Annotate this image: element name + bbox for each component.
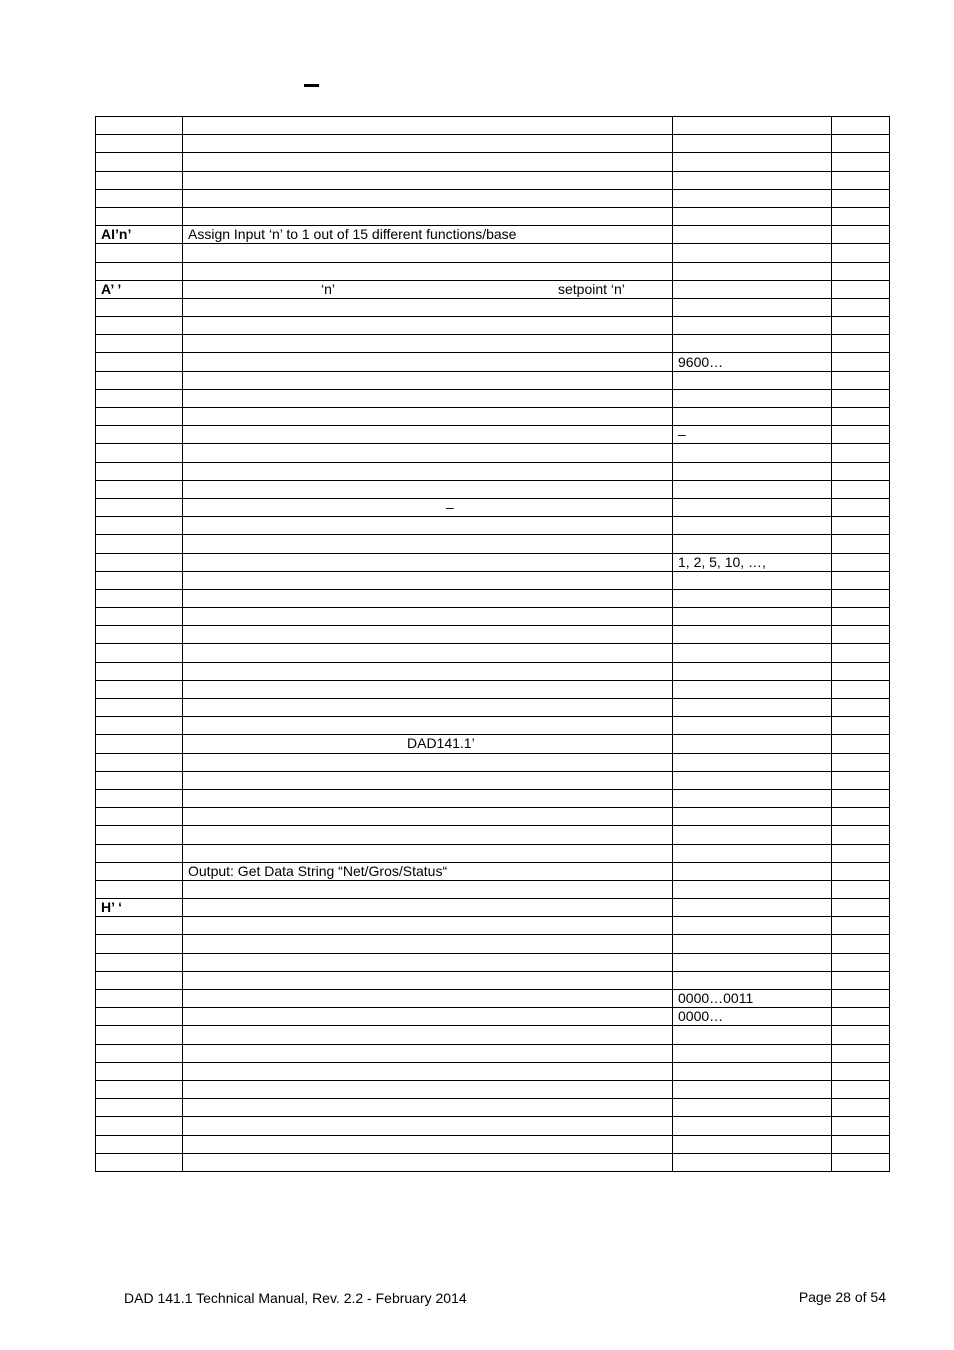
cell-description (183, 426, 673, 444)
cell-range (673, 953, 832, 971)
cell-description (183, 626, 673, 644)
cell-range (673, 644, 832, 662)
table-row (96, 735, 890, 753)
table-row (96, 862, 890, 880)
table-row (96, 135, 890, 153)
cell-description (183, 171, 673, 189)
cell-range (673, 371, 832, 389)
cell-command (96, 717, 183, 735)
cell-description (183, 498, 673, 516)
table-row (96, 371, 890, 389)
cell-range (673, 826, 832, 844)
cell-extra (832, 262, 890, 280)
cell-command (96, 571, 183, 589)
cell-description (183, 389, 673, 407)
cell-range (673, 971, 832, 989)
table-row (96, 244, 890, 262)
cell-command (96, 735, 183, 753)
table-row (96, 517, 890, 535)
cell-extra (832, 880, 890, 898)
table-row (96, 844, 890, 862)
table-row (96, 917, 890, 935)
cell-description (183, 1044, 673, 1062)
cell-range (673, 244, 832, 262)
cell-description (183, 699, 673, 717)
cell-command (96, 298, 183, 316)
cell-range (673, 1080, 832, 1098)
cell-extra (832, 753, 890, 771)
cell-range (673, 680, 832, 698)
cell-extra (832, 480, 890, 498)
cell-extra (832, 1080, 890, 1098)
cell-range (673, 880, 832, 898)
cell-command (96, 626, 183, 644)
cell-description (183, 917, 673, 935)
table-row (96, 171, 890, 189)
cell-command (96, 862, 183, 880)
cell-extra (832, 808, 890, 826)
cell-extra (832, 862, 890, 880)
cell-description (183, 680, 673, 698)
cell-range (673, 1099, 832, 1117)
cell-range (673, 517, 832, 535)
cell-command (96, 880, 183, 898)
cell-description (183, 244, 673, 262)
description-fragment: ‘n’ (321, 280, 336, 297)
table-row (96, 608, 890, 626)
cell-description (183, 480, 673, 498)
table-row (96, 971, 890, 989)
cell-description (183, 844, 673, 862)
cell-range (673, 135, 832, 153)
cell-description (183, 1080, 673, 1098)
cell-command: H’ ‘ (96, 899, 183, 917)
cell-range (673, 699, 832, 717)
table-row (96, 317, 890, 335)
cell-range: – (673, 426, 832, 444)
cell-range (673, 335, 832, 353)
cell-extra (832, 1153, 890, 1171)
cell-extra (832, 1062, 890, 1080)
cell-range (673, 844, 832, 862)
cell-extra (832, 171, 890, 189)
cell-command (96, 644, 183, 662)
cell-extra (832, 589, 890, 607)
cell-range (673, 1117, 832, 1135)
cell-extra (832, 335, 890, 353)
cell-description (183, 644, 673, 662)
table-row (96, 699, 890, 717)
cell-range (673, 662, 832, 680)
cell-extra (832, 1117, 890, 1135)
cell-range (673, 207, 832, 225)
cell-command: A’ ’ (96, 280, 183, 298)
cell-description (183, 608, 673, 626)
cell-command (96, 844, 183, 862)
cell-description (183, 135, 673, 153)
cell-range (673, 298, 832, 316)
cell-command (96, 262, 183, 280)
table-row (96, 899, 890, 917)
cell-range (673, 771, 832, 789)
table-row (96, 444, 890, 462)
cell-description (183, 1008, 673, 1026)
table-row (96, 1044, 890, 1062)
cell-range (673, 1135, 832, 1153)
cell-description (183, 353, 673, 371)
cell-command (96, 808, 183, 826)
cell-command (96, 771, 183, 789)
cell-extra (832, 608, 890, 626)
cell-command (96, 1153, 183, 1171)
cell-command (96, 244, 183, 262)
cell-description (183, 408, 673, 426)
table-row (96, 626, 890, 644)
table-row (96, 498, 890, 516)
cell-description (183, 117, 673, 135)
table-row (96, 226, 890, 244)
cell-extra (832, 917, 890, 935)
cell-extra (832, 699, 890, 717)
cell-range (673, 317, 832, 335)
cell-description (183, 990, 673, 1008)
cell-description (183, 262, 673, 280)
cell-command (96, 371, 183, 389)
cell-range (673, 408, 832, 426)
cell-description (183, 953, 673, 971)
table-row (96, 1080, 890, 1098)
cell-extra (832, 153, 890, 171)
cell-description (183, 899, 673, 917)
cell-range (673, 717, 832, 735)
cell-command (96, 335, 183, 353)
cell-command (96, 1044, 183, 1062)
cell-extra (832, 298, 890, 316)
cell-range (673, 226, 832, 244)
table-row (96, 880, 890, 898)
cell-range (673, 789, 832, 807)
cell-command (96, 990, 183, 1008)
cell-extra (832, 371, 890, 389)
cell-description (183, 826, 673, 844)
cell-range: 0000… (673, 1008, 832, 1026)
cell-command (96, 462, 183, 480)
cell-range: 0000…0011 (673, 990, 832, 1008)
cell-command (96, 135, 183, 153)
cell-command (96, 553, 183, 571)
cell-extra (832, 626, 890, 644)
cell-extra (832, 426, 890, 444)
cell-extra (832, 735, 890, 753)
cell-range (673, 808, 832, 826)
cell-range (673, 917, 832, 935)
table-row (96, 1117, 890, 1135)
table-row (96, 207, 890, 225)
cell-command (96, 1099, 183, 1117)
cell-extra (832, 408, 890, 426)
cell-extra (832, 1099, 890, 1117)
table-row (96, 426, 890, 444)
table-row (96, 262, 890, 280)
cell-range: 9600… (673, 353, 832, 371)
table-row (96, 680, 890, 698)
cell-range (673, 498, 832, 516)
cell-command (96, 917, 183, 935)
command-table-body (96, 117, 890, 1172)
cell-command (96, 589, 183, 607)
footer-document-title: DAD 141.1 Technical Manual, Rev. 2.2 - February 2014 (124, 1290, 467, 1306)
cell-command (96, 1008, 183, 1026)
cell-command (96, 789, 183, 807)
command-table (95, 116, 890, 1172)
cell-description (183, 153, 673, 171)
cell-extra (832, 644, 890, 662)
cell-command (96, 1062, 183, 1080)
cell-command (96, 498, 183, 516)
cell-range (673, 589, 832, 607)
cell-description (183, 280, 673, 298)
cell-description (183, 662, 673, 680)
table-row (96, 1099, 890, 1117)
cell-extra (832, 1044, 890, 1062)
cell-command (96, 389, 183, 407)
cell-description (183, 1026, 673, 1044)
cell-range (673, 480, 832, 498)
table-row (96, 335, 890, 353)
table-row (96, 462, 890, 480)
cell-description (183, 535, 673, 553)
cell-description (183, 808, 673, 826)
cell-extra (832, 135, 890, 153)
table-row (96, 280, 890, 298)
table-row (96, 753, 890, 771)
cell-range (673, 153, 832, 171)
cell-description (183, 317, 673, 335)
cell-range (673, 462, 832, 480)
cell-description (183, 1117, 673, 1135)
cell-extra (832, 662, 890, 680)
cell-command (96, 207, 183, 225)
cell-extra (832, 971, 890, 989)
cell-range (673, 608, 832, 626)
cell-range (673, 189, 832, 207)
table-row (96, 717, 890, 735)
table-row (96, 189, 890, 207)
cell-extra (832, 935, 890, 953)
table-row (96, 1135, 890, 1153)
cell-description (183, 335, 673, 353)
table-row (96, 408, 890, 426)
cell-range (673, 117, 832, 135)
cell-command (96, 153, 183, 171)
cell-extra (832, 826, 890, 844)
cell-extra (832, 571, 890, 589)
cell-description (183, 571, 673, 589)
cell-extra (832, 353, 890, 371)
table-row (96, 789, 890, 807)
cell-command (96, 608, 183, 626)
cell-range (673, 389, 832, 407)
cell-description (183, 553, 673, 571)
cell-command (96, 408, 183, 426)
cell-description: Output: Get Data String “Net/Gros/Status“ (183, 862, 673, 880)
cell-description (183, 517, 673, 535)
cell-description (183, 1099, 673, 1117)
cell-extra (832, 990, 890, 1008)
cell-extra (832, 680, 890, 698)
cell-range (673, 535, 832, 553)
description-fragment: – (446, 498, 454, 515)
cell-description (183, 189, 673, 207)
cell-range (673, 899, 832, 917)
cell-range (673, 862, 832, 880)
cell-description (183, 1062, 673, 1080)
table-row (96, 808, 890, 826)
table-row (96, 153, 890, 171)
table-row (96, 389, 890, 407)
table-row (96, 826, 890, 844)
cell-range (673, 626, 832, 644)
cell-command (96, 699, 183, 717)
cell-description (183, 298, 673, 316)
cell-range (673, 1153, 832, 1171)
table-row (96, 553, 890, 571)
description-fragment: setpoint ‘n’ (558, 280, 625, 297)
cell-command (96, 1117, 183, 1135)
cell-description (183, 971, 673, 989)
cell-range (673, 171, 832, 189)
cell-range (673, 1044, 832, 1062)
cell-description (183, 207, 673, 225)
cell-range (673, 735, 832, 753)
table-row (96, 662, 890, 680)
cell-command (96, 680, 183, 698)
cell-command (96, 353, 183, 371)
cell-extra (832, 244, 890, 262)
cell-range (673, 444, 832, 462)
cell-description (183, 589, 673, 607)
description-fragment: DAD141.1’ (407, 735, 475, 752)
cell-extra (832, 226, 890, 244)
table-row (96, 117, 890, 135)
cell-description (183, 717, 673, 735)
cell-extra (832, 517, 890, 535)
cell-description (183, 880, 673, 898)
cell-extra (832, 771, 890, 789)
cell-command (96, 317, 183, 335)
cell-extra (832, 189, 890, 207)
cell-range (673, 262, 832, 280)
cell-command (96, 971, 183, 989)
table-row (96, 1153, 890, 1171)
cell-description (183, 371, 673, 389)
cell-extra (832, 953, 890, 971)
cell-command (96, 117, 183, 135)
table-row (96, 935, 890, 953)
cell-description (183, 935, 673, 953)
table-row (96, 1062, 890, 1080)
table-row (96, 480, 890, 498)
cell-description (183, 1135, 673, 1153)
table-row (96, 1026, 890, 1044)
cell-extra (832, 317, 890, 335)
cell-description (183, 789, 673, 807)
cell-extra (832, 280, 890, 298)
cell-command (96, 480, 183, 498)
table-row (96, 589, 890, 607)
footer-page-number: Page 28 of 54 (798, 1289, 886, 1305)
cell-extra (832, 1135, 890, 1153)
cell-command (96, 953, 183, 971)
cell-command (96, 517, 183, 535)
cell-range (673, 571, 832, 589)
cell-description (183, 462, 673, 480)
cell-command (96, 426, 183, 444)
cell-extra (832, 207, 890, 225)
cell-range (673, 935, 832, 953)
cell-command (96, 171, 183, 189)
cell-command (96, 189, 183, 207)
cell-description: Assign Input ‘n’ to 1 out of 15 different functions/base (183, 226, 673, 244)
table-row (96, 644, 890, 662)
table-row (96, 953, 890, 971)
cell-extra (832, 717, 890, 735)
cell-extra (832, 1008, 890, 1026)
cell-range (673, 1026, 832, 1044)
cell-extra (832, 553, 890, 571)
cell-description (183, 753, 673, 771)
cell-description (183, 1153, 673, 1171)
table-row (96, 535, 890, 553)
cell-extra (832, 389, 890, 407)
cell-extra (832, 444, 890, 462)
cell-range (673, 753, 832, 771)
cell-command (96, 753, 183, 771)
cell-extra (832, 789, 890, 807)
heading-dash (304, 84, 319, 87)
cell-extra (832, 535, 890, 553)
cell-command (96, 1135, 183, 1153)
table-row (96, 990, 890, 1008)
cell-command (96, 1080, 183, 1098)
cell-extra (832, 117, 890, 135)
cell-extra (832, 462, 890, 480)
cell-command (96, 444, 183, 462)
table-row (96, 571, 890, 589)
table-row (96, 1008, 890, 1026)
cell-description (183, 771, 673, 789)
cell-description (183, 444, 673, 462)
cell-extra (832, 844, 890, 862)
cell-command (96, 662, 183, 680)
cell-command (96, 826, 183, 844)
cell-command (96, 935, 183, 953)
cell-extra (832, 1026, 890, 1044)
cell-command (96, 1026, 183, 1044)
cell-extra (832, 899, 890, 917)
cell-description (183, 735, 673, 753)
cell-command: AI’n’ (96, 226, 183, 244)
cell-range (673, 1062, 832, 1080)
cell-command (96, 535, 183, 553)
cell-range (673, 280, 832, 298)
cell-range: 1, 2, 5, 10, …, (673, 553, 832, 571)
table-row (96, 771, 890, 789)
cell-extra (832, 498, 890, 516)
table-row (96, 298, 890, 316)
table-row (96, 353, 890, 371)
